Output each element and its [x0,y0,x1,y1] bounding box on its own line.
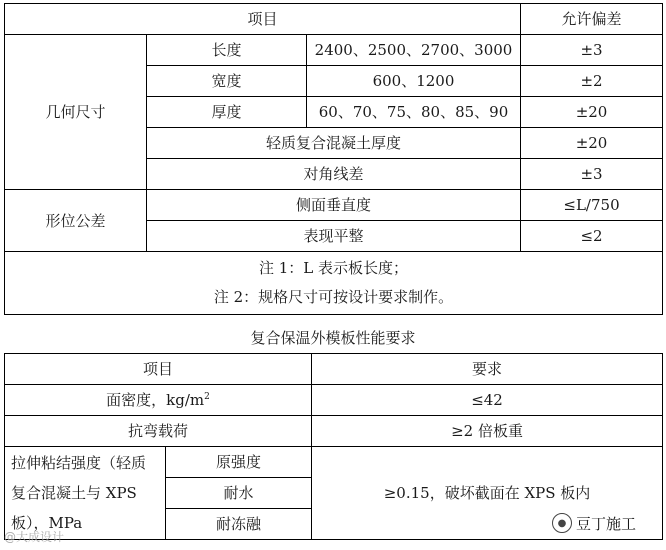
header-item: 项目 [5,354,312,385]
watermark-right-text: 豆丁施工 [576,514,637,533]
table-row [5,190,663,221]
row-req: ≥2 倍板重 [312,416,663,447]
chat-bubble-icon: ● [552,513,572,533]
row-spec: 2400、2500、2700、3000 [307,35,521,66]
row-tol: ±3 [521,35,663,66]
row-name: 对角线差 [147,159,521,190]
row-name: 宽度 [147,66,307,97]
tensile-sub: 耐水 [166,478,312,509]
row-item: 抗弯载荷 [5,416,312,447]
table-row [5,447,663,478]
table-row [5,385,663,416]
table-row [5,35,663,66]
header-requirement: 要求 [312,354,663,385]
row-tol: ±20 [521,97,663,128]
row-req: ≤42 [312,385,663,416]
row-tol: ≤2 [521,221,663,252]
table-row [5,416,663,447]
row-name: 表现平整 [147,221,521,252]
tensile-line-1: 拉伸粘结强度（轻质 [11,454,147,472]
row-item [5,385,312,416]
watermark-left: @大成设计 [4,530,65,544]
geometry-group-label: 几何尺寸 [5,35,147,190]
row-name: 轻质复合混凝土厚度 [147,128,521,159]
row-name: 长度 [147,35,307,66]
note-1: 注 1：L 表示板长度； [258,259,409,277]
tensile-sub: 原强度 [166,447,312,478]
tensile-sub: 耐冻融 [166,509,312,540]
tensile-item [5,447,166,540]
tolerance-header-row [5,4,663,35]
header-tolerance: 允许偏差 [521,4,663,35]
row-spec: 600、1200 [307,66,521,97]
position-group-label: 形位公差 [5,190,147,252]
tolerance-table [4,3,663,315]
performance-header-row [5,354,663,385]
row-spec: 60、70、75、80、85、90 [307,97,521,128]
watermark-right [552,510,652,536]
tensile-req: ≥0.15，破坏截面在 XPS 板内 [312,447,663,540]
row-name: 侧面垂直度 [147,190,521,221]
row-tol: ±20 [521,128,663,159]
density-label: 面密度，kg/m [106,391,205,409]
density-unit-sup: 2 [204,392,210,402]
notes-cell [5,252,663,315]
row-tol: ±2 [521,66,663,97]
row-tol: ±3 [521,159,663,190]
tensile-line-2: 复合混凝土与 XPS [11,484,137,502]
row-tol: ≤L/750 [521,190,663,221]
table-caption: 复合保温外模板性能要求 [250,329,416,347]
note-2: 注 2：规格尺寸可按设计要求制作。 [213,288,454,306]
notes-row [5,252,663,315]
header-item: 项目 [5,4,521,35]
row-name: 厚度 [147,97,307,128]
tensile-line-3: 板），MPa [11,514,83,532]
